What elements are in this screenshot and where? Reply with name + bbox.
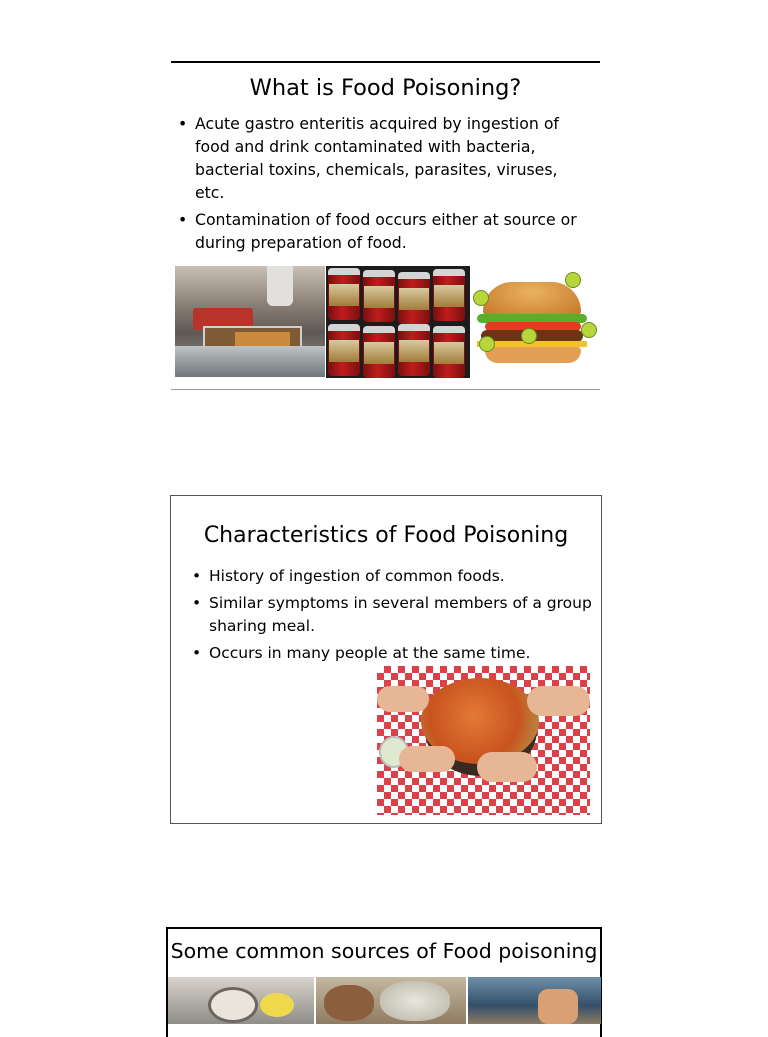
canned-soup-image xyxy=(326,266,470,378)
bullet-list xyxy=(209,565,599,669)
market-image xyxy=(468,977,601,1024)
bullet-item: • Occurs in many people at the same time. xyxy=(209,642,599,665)
burger-germs-image xyxy=(471,268,599,376)
bullet-item: • Acute gastro enteritis acquired by ingestion of food and drink contaminated with bacteria, bacterial toxins, chemicals, parasites, viruses, etc. xyxy=(195,112,585,204)
slide-title: What is Food Poisoning? xyxy=(249,75,522,101)
street-food-stall-image xyxy=(175,266,325,377)
shared-pizza-image xyxy=(377,666,590,815)
bullet-list xyxy=(195,112,585,258)
bullet-item: • Contamination of food occurs either at source or during preparation of food. xyxy=(195,208,585,254)
oysters-image xyxy=(168,977,314,1024)
slide-title: Characteristics of Food Poisoning xyxy=(203,523,569,548)
bullet-item: • History of ingestion of common foods. xyxy=(209,565,599,588)
bullet-item: • Similar symptoms in several members of a group sharing meal. xyxy=(209,592,599,638)
slide-title: Some common sources of Food poisoning xyxy=(170,939,598,963)
moldy-bread-image xyxy=(316,977,466,1024)
